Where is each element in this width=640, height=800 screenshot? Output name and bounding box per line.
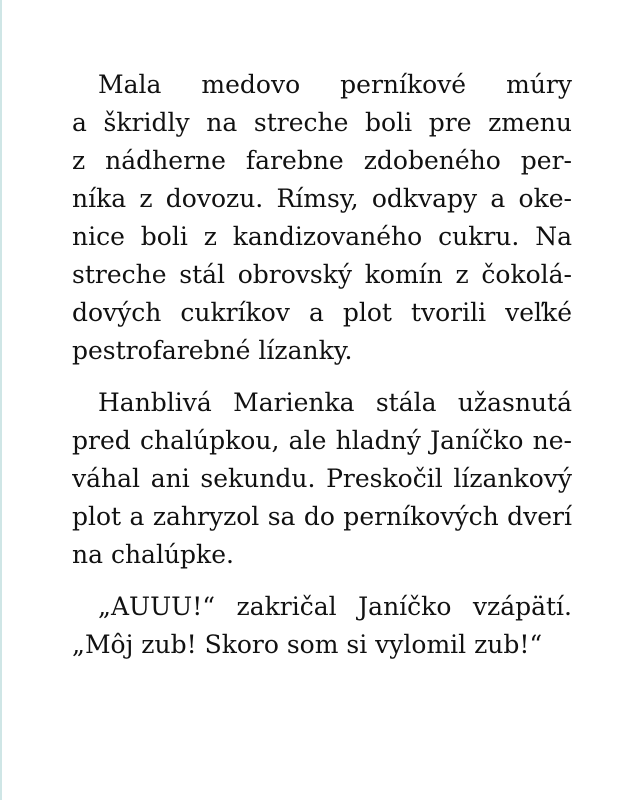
paragraph-3 <box>72 588 572 664</box>
text-line: „Môj zub! Skoro som si vylomil zub!“ <box>72 630 543 659</box>
paragraph-2 <box>72 384 572 574</box>
text-line: nice boli z kandizovaného cukru. Na <box>72 222 572 251</box>
text-line: na chalúpke. <box>72 540 234 569</box>
text-line: dových cukríkov a plot tvorili veľké <box>72 298 572 327</box>
text-line: pestrofarebné lízanky. <box>72 336 353 365</box>
text-line: z nádherne farebne zdobeného per- <box>72 146 572 175</box>
text-line: pred chalúpkou, ale hladný Janíčko ne- <box>72 426 572 455</box>
text-line: „AUUU!“ zakričal Janíčko vzápätí. <box>98 592 572 621</box>
text-line: Hanblivá Marienka stála užasnutá <box>98 388 572 417</box>
page-left-edge <box>0 0 2 800</box>
text-line: plot a zahryzol sa do perníkových dverí <box>72 502 572 531</box>
text-line: a škridly na streche boli pre zmenu <box>72 108 572 137</box>
text-line: váhal ani sekundu. Preskočil lízankový <box>72 464 572 493</box>
story-text <box>72 66 572 678</box>
text-line: níka z dovozu. Rímsy, odkvapy a oke- <box>72 184 572 213</box>
text-line: streche stál obrovský komín z čokolá- <box>72 260 572 289</box>
text-line: Mala medovo perníkové múry <box>98 70 572 99</box>
paragraph-1 <box>72 66 572 370</box>
